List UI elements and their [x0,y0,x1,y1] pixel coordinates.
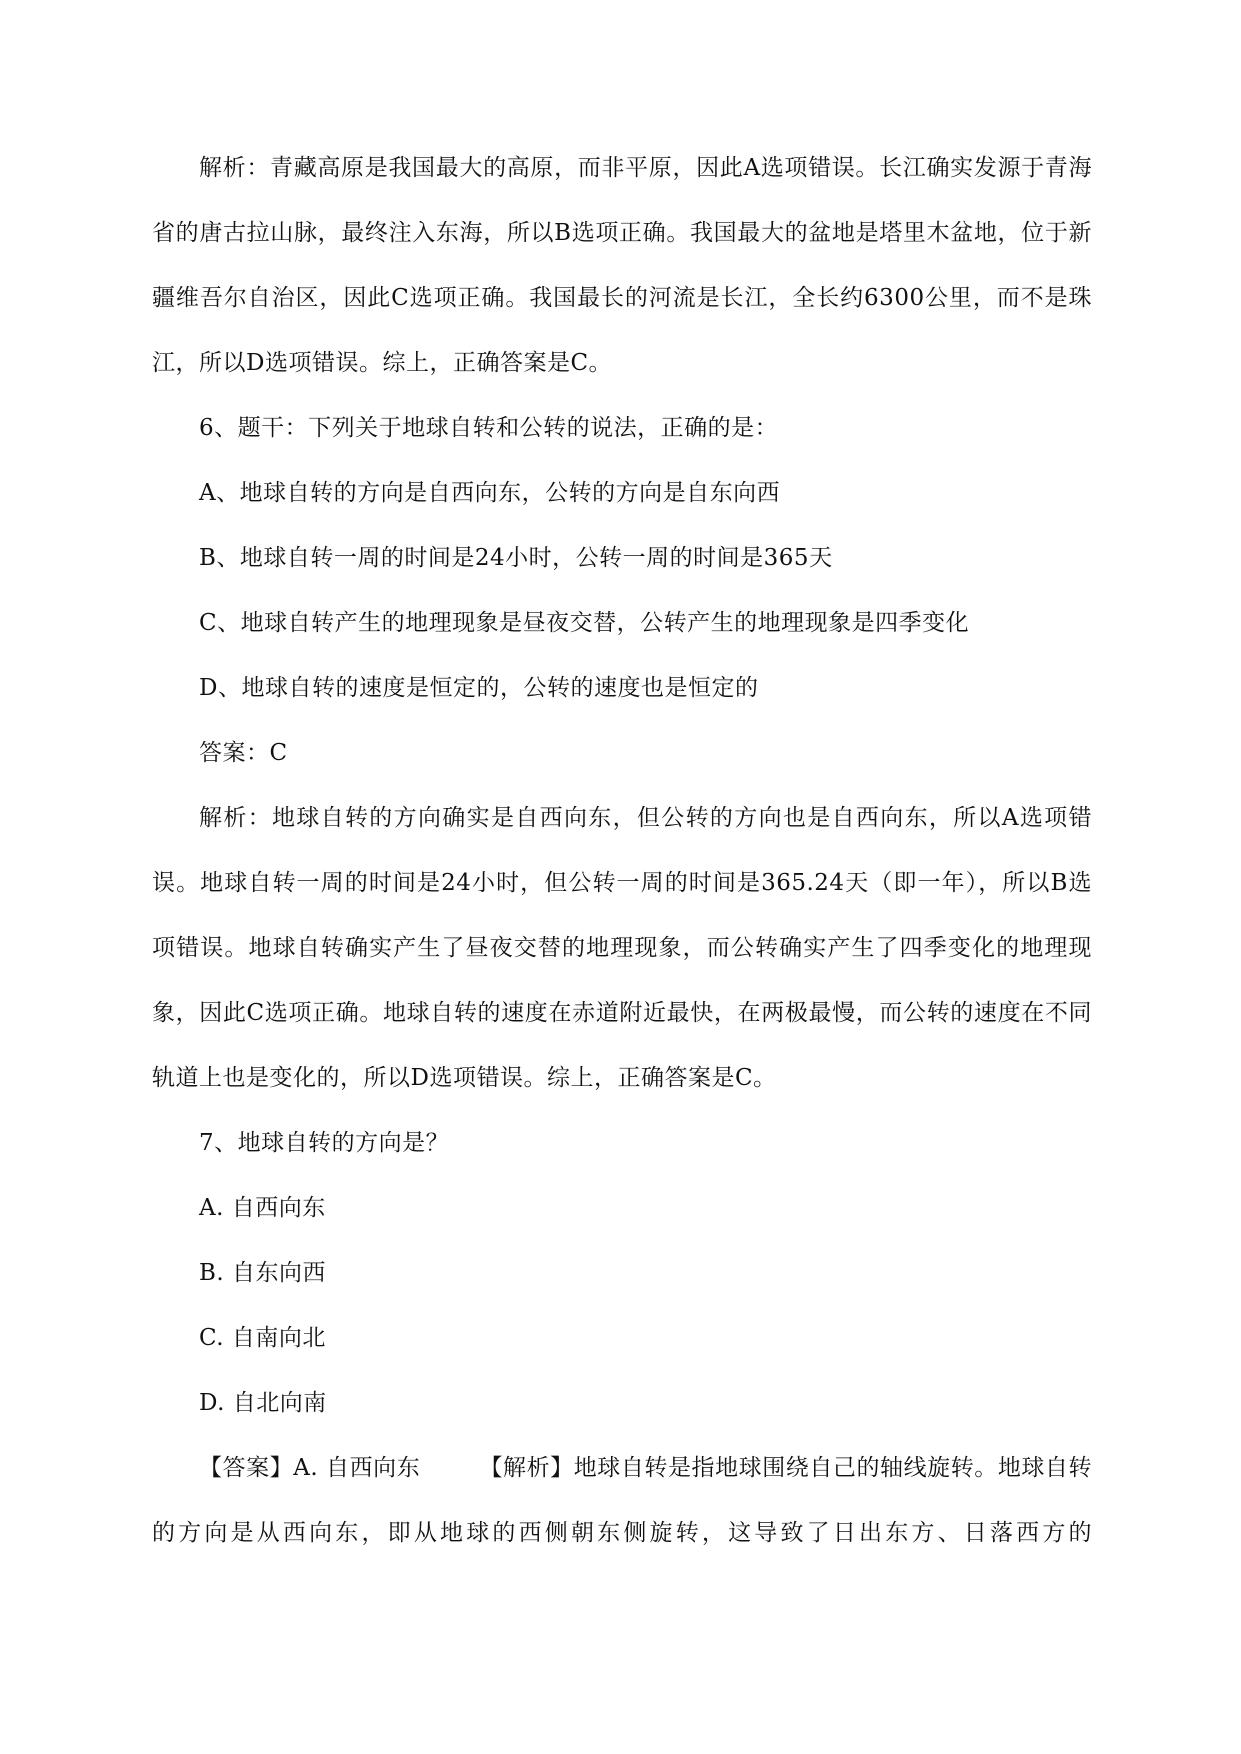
question-7-option-c: C. 自南向北 [199,1325,326,1351]
question-7-option-a: A. 自西向东 [199,1195,326,1221]
question-7-stem: 7、地球自转的方向是？ [199,1130,450,1156]
question-7-answer-analysis: 【答案】A. 自西向东 【解析】地球自转是指地球围绕自己的轴线旋转。地球自转的方向是从西向东，即从地球的西侧朝东侧旋转，这导致了日出东方、日落西方的 [152,1455,1092,1546]
analysis-paragraph-q5: 解析：青藏高原是我国最大的高原，而非平原，因此A选项错误。长江确实发源于青海省的唐古拉山脉，最终注入东海，所以B选项正确。我国最大的盆地是塔里木盆地，位于新疆维吾尔自治区，因此C选项正确。我国最长的河流是长江，全长约6300公里，而不是珠江，所以D选项错误。综上，正确答案是C。 [152,155,1092,376]
question-6-option-d: D、地球自转的速度是恒定的，公转的速度也是恒定的 [199,675,759,701]
question-7-option-d: D. 自北向南 [199,1390,327,1416]
question-6-analysis: 解析：地球自转的方向确实是自西向东，但公转的方向也是自西向东，所以A选项错误。地球自转一周的时间是24小时，但公转一周的时间是365.24天（即一年），所以B选项错误。地球自转确实产生了昼夜交替的地理现象，而公转确实产生了四季变化的地理现象，因此C选项正确。地球自转的速度在赤道附近最快，在两极最慢，而公转的速度在不同轨道上也是变化的，所以D选项错误。综上，正确答案是C。 [152,805,1092,1091]
question-7-option-b: B. 自东向西 [199,1260,327,1286]
question-6-option-a: A、地球自转的方向是自西向东，公转的方向是自东向西 [199,480,781,506]
question-6-stem: 6、题干：下列关于地球自转和公转的说法，正确的是： [199,415,779,441]
question-6-option-c: C、地球自转产生的地理现象是昼夜交替，公转产生的地理现象是四季变化 [199,610,970,636]
question-6-option-b: B、地球自转一周的时间是24小时，公转一周的时间是365天 [199,545,833,571]
question-6-answer: 答案：C [199,740,288,766]
document-body [152,136,1092,1566]
